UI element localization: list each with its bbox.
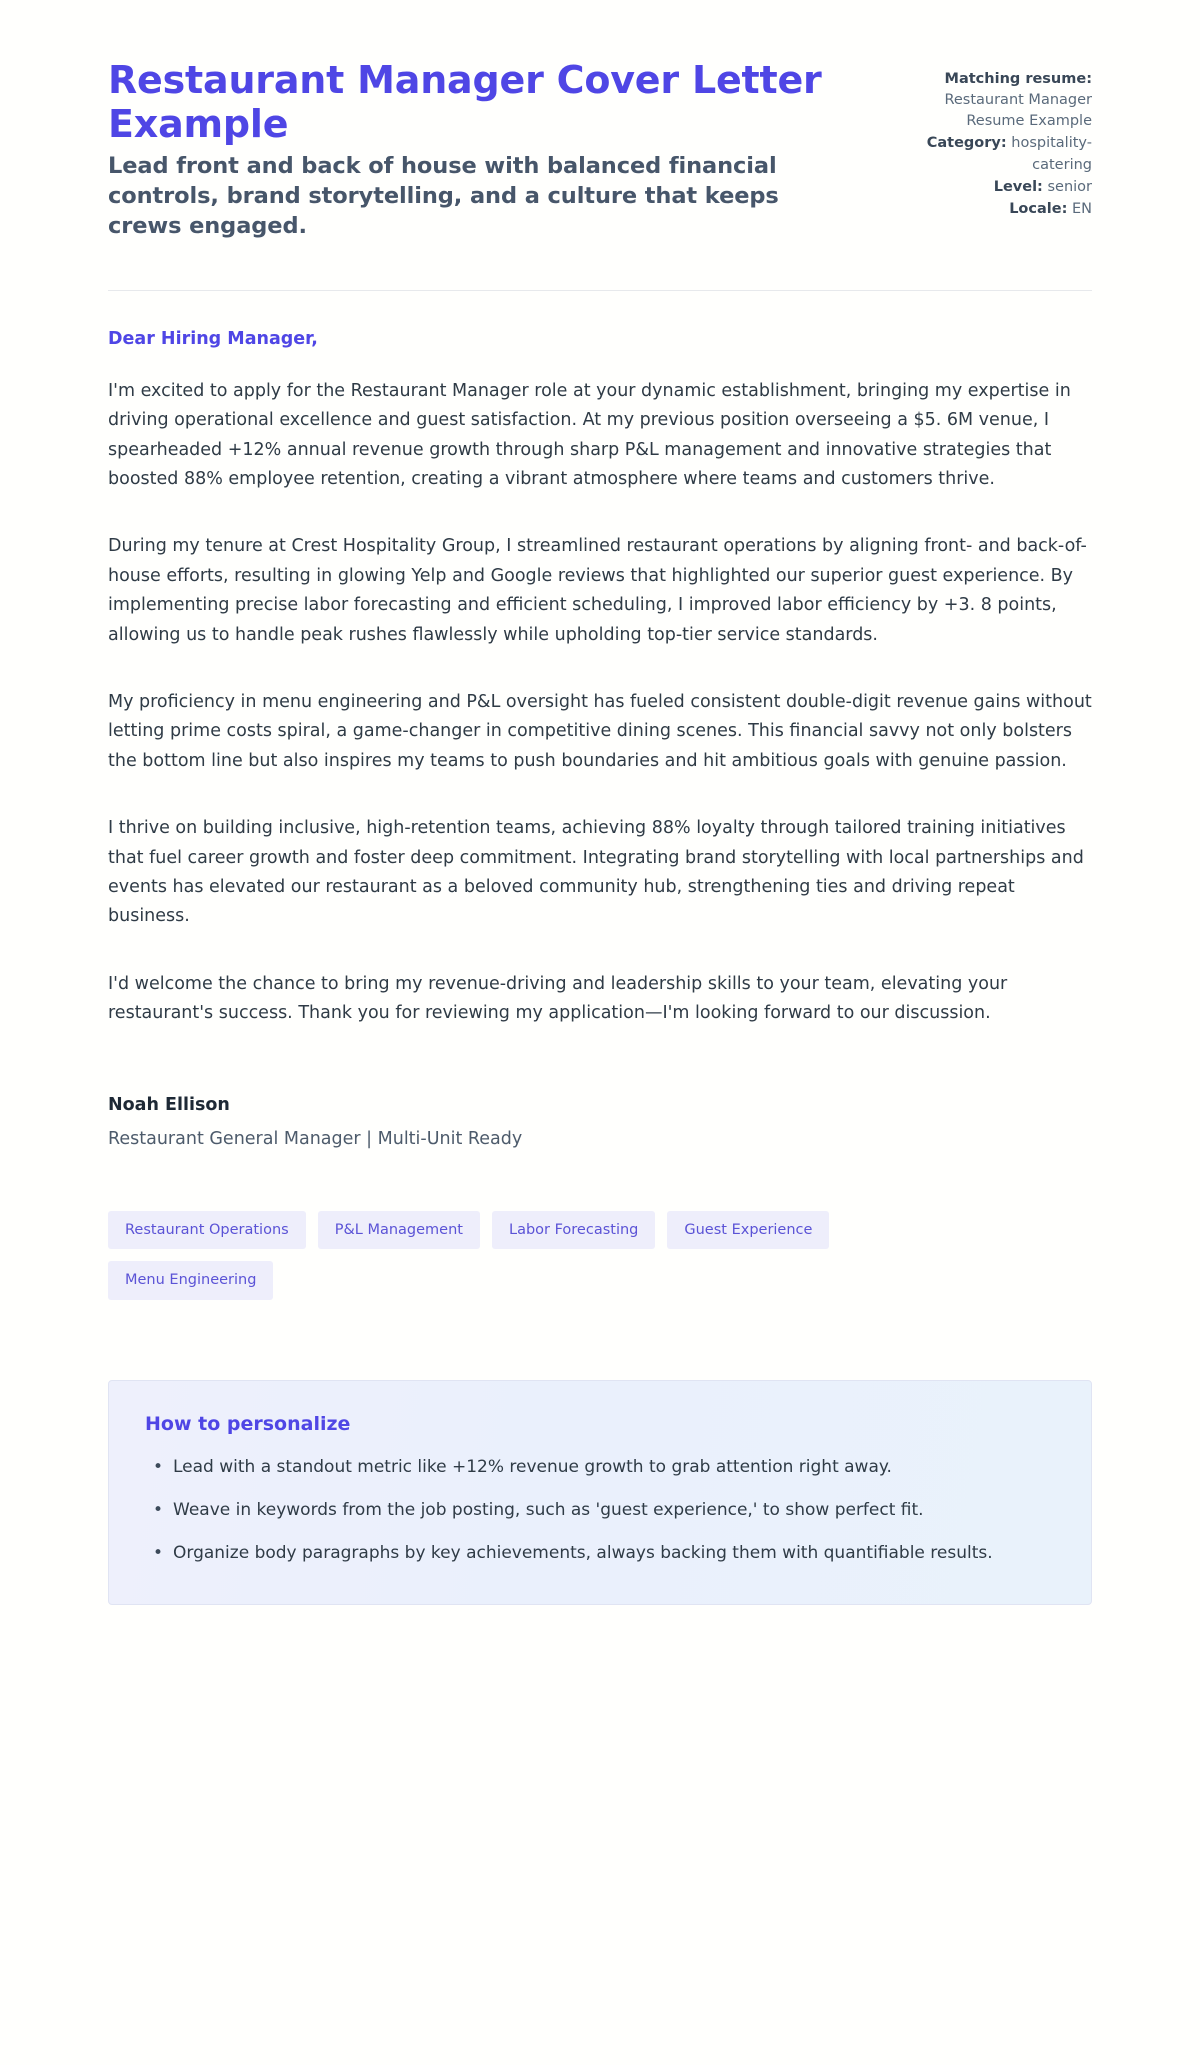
meta-level-value: senior xyxy=(1047,178,1092,195)
signature-role: Restaurant General Manager | Multi-Unit Ready xyxy=(108,1128,523,1149)
skill-chip[interactable]: Menu Engineering xyxy=(108,1261,273,1300)
personalize-callout xyxy=(108,1380,1092,1606)
skill-chip[interactable]: Restaurant Operations xyxy=(108,1211,306,1250)
meta-locale-value: EN xyxy=(1071,200,1092,217)
callout-list-item: • Organize body paragraphs by key achievements, always backing them with quantifiable results. xyxy=(169,1539,1055,1568)
signature-name: Noah Ellison xyxy=(108,1094,230,1115)
meta-category-value: hospitality-catering xyxy=(1011,135,1092,173)
meta-level-label: Level: xyxy=(993,178,1043,195)
signature-block xyxy=(108,1095,1092,1149)
letter-body xyxy=(108,291,1092,1605)
skill-chip-list xyxy=(108,1211,948,1300)
skill-chip[interactable]: P&L Management xyxy=(318,1211,480,1250)
letter-paragraph: I'd welcome the chance to bring my revenue-driving and leadership skills to your team, elevating your restaurant's success. Thank you for reviewing my application—I'm looking forward to our discussion. xyxy=(108,973,1008,1024)
meta-locale-label: Locale: xyxy=(1009,200,1068,217)
callout-list xyxy=(145,1453,1055,1569)
meta-matching-resume-label: Matching resume: xyxy=(944,71,1092,87)
meta-locale xyxy=(882,199,1092,220)
page-subtitle: Lead front and back of house with balanced financial controls, brand storytelling, and a culture that keeps crews engaged. xyxy=(108,153,779,239)
letter-paragraph: I'm excited to apply for the Restaurant Manager role at your dynamic establishment, bringing my expertise in driving operational excellence and guest satisfaction. At my previous position overseeing a $5. 6M venue, I spearheaded +12% annual revenue growth through sharp P&L management and innovative strategies that boosted 88% employee retention, creating a vibrant atmosphere where teams and customers thrive. xyxy=(108,380,1071,490)
header-text-block xyxy=(108,58,842,242)
letter-salutation: Dear Hiring Manager, xyxy=(108,328,318,349)
page-title: Restaurant Manager Cover Letter Example xyxy=(108,58,822,147)
page-header xyxy=(108,0,1092,242)
skill-chip[interactable]: Guest Experience xyxy=(667,1211,829,1250)
letter-paragraph: During my tenure at Crest Hospitality Group, I streamlined restaurant operations by aligning front- and back-of-house efforts, resulting in glowing Yelp and Google reviews that highlighted our superior guest experience. By implementing precise labor forecasting and efficient scheduling, I improved labor efficiency by +3. 8 points, allowing us to handle peak rushes flawlessly while upholding top-tier service standards. xyxy=(108,536,1087,645)
meta-level xyxy=(882,177,1092,198)
skill-chip[interactable]: Labor Forecasting xyxy=(492,1211,655,1250)
document-metadata xyxy=(882,58,1092,221)
letter-paragraph: I thrive on building inclusive, high-retention teams, achieving 88% loyalty through tailored training initiatives that fuel career growth and foster deep commitment. Integrating brand storytelling with local partnerships and events has elevated our restaurant as a beloved community hub, strengthening ties and driving repeat business. xyxy=(108,818,1084,927)
letter-paragraph: My proficiency in menu engineering and P&L oversight has fueled consistent double-digit revenue gains without letting prime costs spiral, a game-changer in competitive dining scenes. This financial savvy not only bolsters the bottom line but also inspires my teams to push boundaries and hit ambitious goals with genuine passion. xyxy=(108,692,1092,771)
meta-category xyxy=(882,133,1092,175)
callout-list-item: • Weave in keywords from the job posting, such as 'guest experience,' to show perfect fit. xyxy=(169,1496,1055,1525)
meta-matching-resume-value: Restaurant Manager Resume Example xyxy=(944,92,1092,130)
callout-list-item: • Lead with a standout metric like +12% revenue growth to grab attention right away. xyxy=(169,1453,1055,1482)
callout-title: How to personalize xyxy=(145,1412,351,1435)
meta-matching-resume xyxy=(882,69,1092,132)
meta-category-label: Category: xyxy=(926,135,1007,152)
